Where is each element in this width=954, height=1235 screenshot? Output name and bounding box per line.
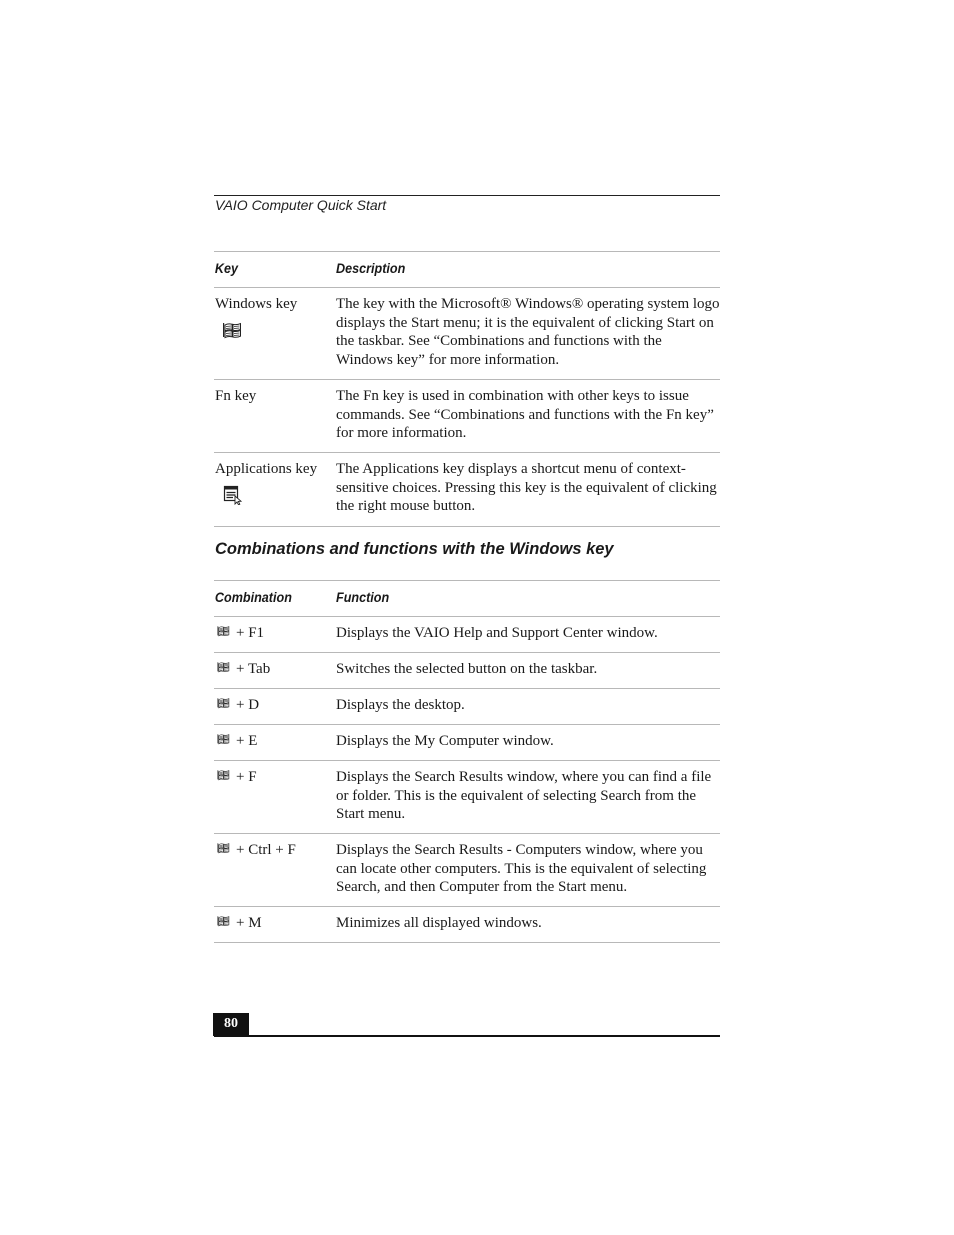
description-cell: The Fn key is used in combination with other keys to issue commands. See “Combinations and functions with the Fn key” for more information.: [336, 388, 714, 441]
combination-cell: [214, 689, 336, 724]
function-cell: Minimizes all displayed windows.: [336, 915, 542, 931]
function-cell: Displays the desktop.: [336, 697, 465, 713]
table-row: [214, 907, 720, 943]
key-cell: [214, 288, 336, 379]
windows-logo-icon: [217, 842, 231, 855]
function-cell: Displays the Search Results - Computers window, where you can locate other computers. This is the equivalent of selecting Search, and then Computer from the Start menu.: [336, 842, 707, 895]
header-rule: [214, 195, 720, 196]
col-key-header: Key: [214, 260, 239, 276]
windows-logo-icon: [217, 625, 231, 638]
windows-logo-icon: [223, 321, 243, 341]
windows-logo-icon: [217, 661, 231, 674]
combination-cell: [214, 725, 336, 760]
table-row: [214, 453, 720, 527]
table-row: [214, 725, 720, 761]
keys-table: [214, 251, 720, 527]
section-title: Combinations and functions with the Windows key: [215, 540, 614, 558]
combination-cell: [214, 653, 336, 688]
table-row: [214, 288, 720, 380]
windows-logo-icon: [217, 915, 231, 928]
table-row: [214, 834, 720, 907]
combination-cell: [214, 761, 336, 833]
running-title: VAIO Computer Quick Start: [215, 197, 387, 213]
table-row: [214, 380, 720, 453]
combination-cell: [214, 907, 336, 942]
description-cell: The key with the Microsoft® Windows® operating system logo displays the Start menu; it is the equivalent of clicking Start on the taskbar. See “Combinations and functions with the Windows key” for more information.: [336, 296, 720, 368]
combination-keys: + D: [236, 697, 260, 713]
windows-logo-icon: [217, 769, 231, 782]
col-combination-header: Combination: [214, 589, 292, 605]
key-cell: [214, 380, 336, 452]
table-row: [214, 653, 720, 689]
windows-logo-icon: [217, 697, 231, 710]
combinations-table-header: [214, 580, 720, 617]
page-number: 80: [213, 1013, 249, 1036]
combinations-table: [214, 580, 720, 943]
combination-keys: + E: [236, 733, 258, 749]
combination-keys: + M: [236, 915, 262, 931]
applications-menu-icon: [223, 485, 243, 505]
description-cell: The Applications key displays a shortcut menu of context-sensitive choices. Pressing this key is the equivalent of clicking the right mouse button.: [336, 461, 717, 514]
function-cell: Switches the selected button on the taskbar.: [336, 661, 598, 677]
combination-keys: + Tab: [236, 661, 271, 677]
table-row: [214, 689, 720, 725]
table-row: [214, 617, 720, 653]
combination-cell: [214, 617, 336, 652]
function-cell: Displays the My Computer window.: [336, 733, 554, 749]
combination-cell: [214, 834, 336, 906]
function-cell: Displays the Search Results window, where you can find a file or folder. This is the equivalent of selecting Search from the Start menu.: [336, 769, 712, 822]
combination-keys: + Ctrl + F: [236, 842, 296, 858]
key-label: Applications key: [215, 461, 318, 477]
keys-table-header: [214, 251, 720, 288]
key-cell: [214, 453, 336, 526]
table-row: [214, 761, 720, 834]
footer-rule: [214, 1035, 720, 1037]
combination-keys: + F1: [236, 625, 265, 641]
function-cell: Displays the VAIO Help and Support Center window.: [336, 625, 658, 641]
key-label: Fn key: [215, 388, 257, 404]
col-function-header: Function: [336, 589, 390, 605]
combination-keys: + F: [236, 769, 257, 785]
col-description-header: Description: [336, 260, 406, 276]
key-label: Windows key: [215, 296, 298, 312]
windows-logo-icon: [217, 733, 231, 746]
